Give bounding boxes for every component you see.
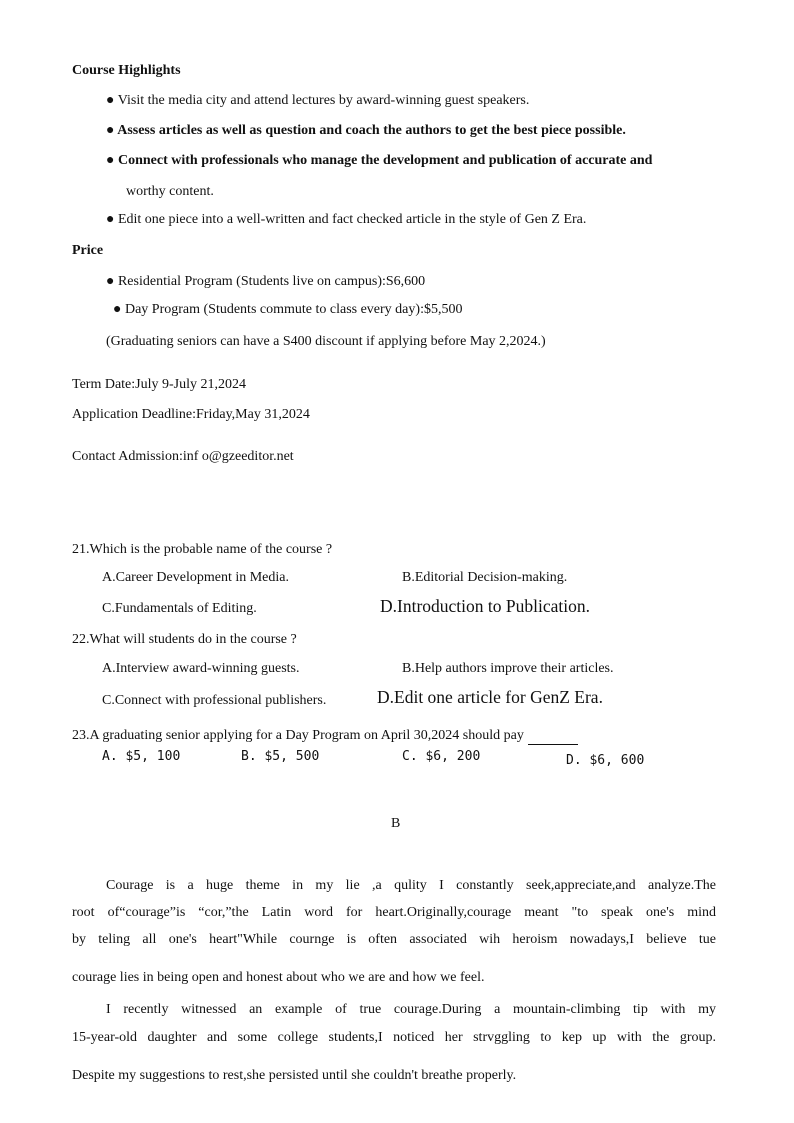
p1-line-1: Courage is a huge theme in my lie ,a qulity I constantly seek,appreciate,and analyze.The — [106, 878, 716, 893]
p1-line-4: courage lies in being open and honest about who we are and how we feel. — [72, 970, 485, 985]
q23-stem-text: 23.A graduating senior applying for a Day Program on April 30,2024 should pay — [72, 728, 524, 743]
section-b-label: B — [391, 816, 401, 831]
course-highlights-heading: Course Highlights — [72, 63, 181, 78]
q22-stem: 22.What will students do in the course ? — [72, 632, 297, 647]
price-day — [113, 301, 462, 319]
highlight-item-4-text: Edit one piece into a well-written and fact checked article in the style of Gen Z Era. — [117, 212, 587, 227]
bullet-icon: ● — [106, 274, 115, 289]
highlight-item-2-text: Assess articles as well as question and coach the authors to get the best piece possible. — [117, 123, 626, 138]
highlight-item-2 — [106, 122, 626, 140]
price-residential-text: Residential Program (Students live on campus):S6,600 — [117, 274, 426, 289]
bullet-icon: ● — [106, 212, 115, 227]
p2-line-3: Despite my suggestions to rest,she persisted until she couldn't breathe properly. — [72, 1068, 517, 1083]
price-residential — [106, 273, 425, 291]
price-discount-note: (Graduating seniors can have a S400 discount if applying before May 2,2024.) — [106, 334, 546, 349]
bullet-icon: ● — [106, 93, 115, 108]
q21-option-d: D.Introduction to Publication. — [380, 596, 590, 616]
q23-option-b: B. $5, 500 — [241, 749, 320, 764]
price-heading: Price — [72, 243, 104, 258]
highlight-item-4 — [106, 211, 586, 229]
highlight-item-1 — [106, 92, 529, 110]
q23-option-d: D. $6, 600 — [566, 753, 645, 768]
q21-option-b: B.Editorial Decision-making. — [402, 570, 568, 585]
highlight-item-3 — [106, 152, 652, 170]
p2-line-2: 15-year-old daughter and some college students,I noticed her strvggling to kep up with the group. — [72, 1030, 716, 1045]
term-date: Term Date:July 9-July 21,2024 — [72, 377, 246, 392]
p1-line-3: by teling all one's heart"While cournge is often associated wih heroism nowadays,I believe tue — [72, 932, 716, 947]
contact-admission: Contact Admission:inf o@gzeeditor.net — [72, 449, 294, 464]
p1-line-2: root of“courage”is “cor,”the Latin word for heart.Originally,courage meant "to speak one's mind — [72, 905, 716, 920]
highlight-item-3-continuation: worthy content. — [126, 184, 214, 199]
bullet-icon: ● — [106, 153, 115, 168]
highlight-item-1-text: Visit the media city and attend lectures by award-winning guest speakers. — [117, 93, 530, 108]
q22-option-c: C.Connect with professional publishers. — [102, 693, 327, 708]
q23-option-a: A. $5, 100 — [102, 749, 181, 764]
application-deadline: Application Deadline:Friday,May 31,2024 — [72, 407, 310, 422]
bullet-icon: ● — [113, 302, 122, 317]
q22-option-b: B.Help authors improve their articles. — [402, 661, 614, 676]
q21-stem: 21.Which is the probable name of the course ? — [72, 542, 333, 557]
q23-stem — [72, 727, 578, 745]
q21-option-a: A.Career Development in Media. — [102, 570, 289, 585]
p2-line-1: I recently witnessed an example of true courage.During a mountain-climbing tip with my — [106, 1002, 716, 1017]
bullet-icon: ● — [106, 123, 115, 138]
highlight-item-3-text: Connect with professionals who manage the development and publication of accurate and — [117, 153, 653, 168]
answer-blank — [528, 730, 578, 745]
q22-option-a: A.Interview award-winning guests. — [102, 661, 300, 676]
q23-option-c: C. $6, 200 — [402, 749, 481, 764]
q22-option-d: D.Edit one article for GenZ Era. — [377, 687, 603, 707]
q21-option-c: C.Fundamentals of Editing. — [102, 601, 257, 616]
price-day-text: Day Program (Students commute to class every day):$5,500 — [124, 302, 463, 317]
